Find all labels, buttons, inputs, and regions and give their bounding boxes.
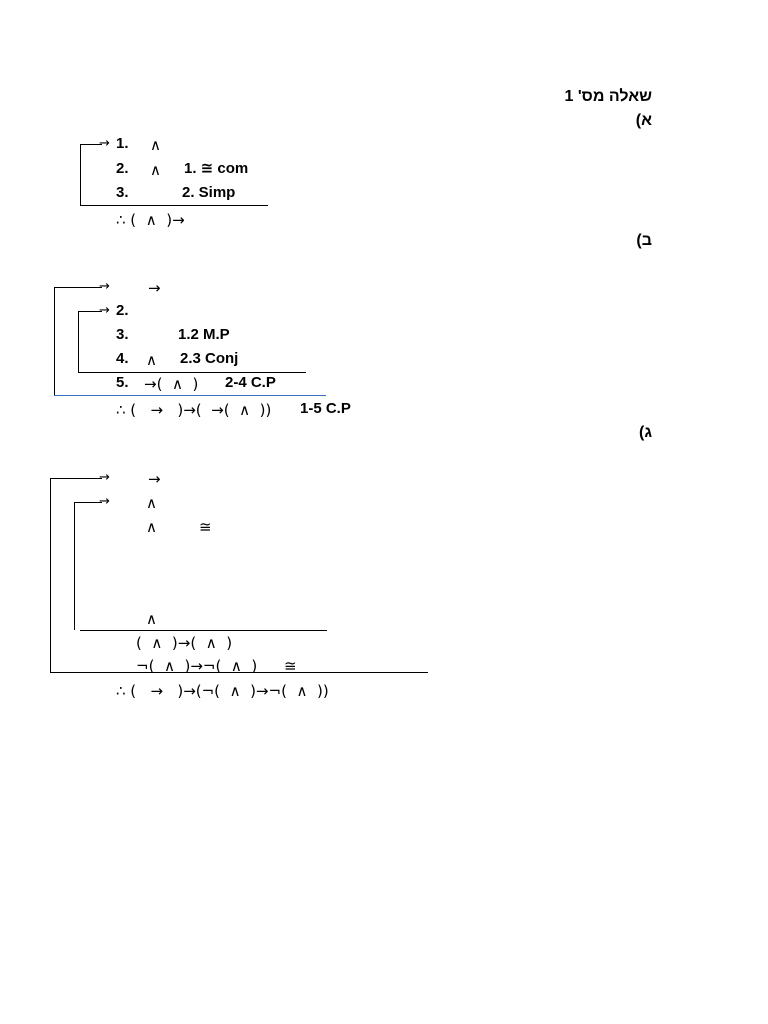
arrow-right-icon: → (99, 303, 110, 318)
line-number: 3. (116, 326, 129, 343)
line-expression: ∧ (146, 610, 157, 628)
inner-proof-divider (78, 372, 306, 373)
outer-assumption-bracket-vertical (54, 287, 55, 395)
line-justification: 2-4 C.P (225, 374, 276, 391)
section-label-c: ג) (639, 424, 652, 441)
inner-assumption-bracket-vertical (78, 311, 79, 372)
line-number: 5. (116, 374, 129, 391)
line-justification: ≅ (284, 657, 297, 675)
inner-proof-divider (80, 630, 327, 631)
line-expression: ∧ (146, 351, 157, 369)
assumption-bracket-vertical (80, 144, 81, 206)
arrow-right-icon: → (99, 136, 110, 151)
outer-proof-divider (54, 395, 326, 396)
outer-assumption-bracket-top (50, 478, 102, 479)
outer-assumption-bracket-vertical (50, 478, 51, 673)
arrow-right-icon: → (99, 279, 110, 294)
line-expression: ∧ (150, 136, 161, 154)
proof-divider (80, 205, 268, 206)
line-expression: →( ∧ ) (144, 375, 199, 393)
inner-assumption-bracket-top (74, 502, 102, 503)
conclusion-line: ∴ ( → )→(¬( ∧ )→¬( ∧ )) (116, 682, 329, 700)
line-number: 2. (116, 160, 129, 177)
line-justification: ≅ (199, 518, 212, 536)
line-expression: ∧ (146, 518, 157, 536)
line-number: 1. (116, 135, 129, 152)
conclusion-line: ∴ ( → )→( →( ∧ )) (116, 401, 272, 419)
line-expression: ∧ (146, 494, 157, 512)
line-expression: → (148, 279, 161, 297)
arrow-right-icon: → (99, 470, 110, 485)
outer-assumption-bracket-top (54, 287, 102, 288)
conclusion-line: ∴ ( ∧ )→ (116, 211, 185, 229)
line-justification: 1.2 M.P (178, 326, 230, 343)
line-justification: 2.3 Conj (180, 350, 239, 367)
line-expression: → (148, 470, 161, 488)
line-expression: ¬( ∧ )→¬( ∧ ) (136, 657, 258, 675)
inner-assumption-bracket-vertical (74, 502, 75, 630)
section-label-b: ב) (636, 232, 652, 249)
conclusion-justification: 1-5 C.P (300, 400, 351, 417)
line-number: 2. (116, 302, 129, 319)
arrow-right-icon: → (99, 494, 110, 509)
line-number: 3. (116, 184, 129, 201)
line-expression: ∧ (150, 161, 161, 179)
question-title: שאלה מס' 1 (564, 88, 652, 105)
line-justification: 1. ≅ com (184, 160, 249, 177)
section-label-a: א) (635, 112, 652, 129)
line-expression: ( ∧ )→( ∧ ) (136, 634, 233, 652)
line-justification: 2. Simp (182, 184, 236, 201)
line-number: 4. (116, 350, 129, 367)
